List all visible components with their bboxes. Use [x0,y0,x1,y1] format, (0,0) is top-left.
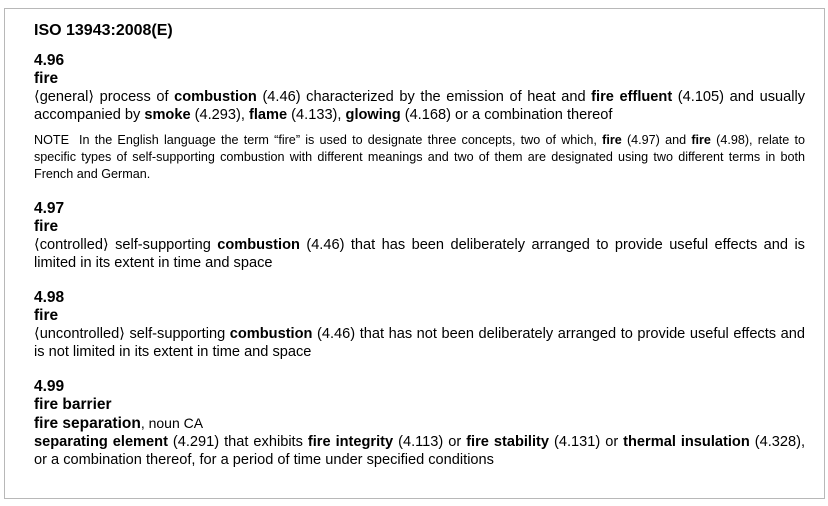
entry-number: 4.98 [34,289,65,306]
term-entry-4-99 [34,378,805,469]
cross-reference-term: fire [691,133,711,147]
cross-reference-number: (4.105) [672,89,725,105]
entry-definition [34,88,805,124]
cross-reference-term: flame [249,107,288,123]
cross-reference-number: (4.46) [256,89,301,105]
admitted-term: fire separation [34,415,141,432]
cross-reference-number: (4.46) [299,237,345,253]
cross-reference-term: thermal insulation [623,434,750,450]
definition-text: process of [94,89,175,105]
term-entry-4-98 [34,289,805,361]
cross-reference-term: fire stability [466,434,550,450]
entry-number: 4.99 [34,378,65,395]
cross-reference-term: combustion [174,89,257,105]
definition-text: self-supporting [124,326,230,342]
entry-definition [34,236,805,272]
entry-term: fire barrier [34,396,112,413]
definition-text: or a combination thereof [450,107,613,123]
document-header: ISO 13943:2008(E) [34,22,173,39]
entry-term: fire [34,307,59,324]
cross-reference-number: (4.133), [287,107,346,123]
note-text: In the English language the term “fire” is used to designate three concepts, two of which, [78,133,603,147]
grammatical-info: , noun CA [140,415,204,431]
note-label: NOTE [34,133,69,147]
cross-reference-term: fire [602,133,622,147]
definition-text: that has not been deliberately arranged to provide useful effects and is not limited in its extent in time and space [34,326,805,360]
cross-reference-term: fire integrity [307,434,394,450]
cross-reference-number: (4.293), [190,107,249,123]
definition-text: and usually accompanied by [34,89,806,123]
cross-reference-term: combustion [217,237,300,253]
definition-text: that exhibits [219,434,308,450]
definition-text: , or a combination thereof, for a period of time under specified conditions [34,434,806,468]
entry-term: fire [34,70,59,87]
cross-reference-number: (4.113) [393,434,444,450]
cross-reference-number: (4.291) [167,434,220,450]
domain-label: ⟨general⟩ [34,89,95,105]
domain-label: ⟨uncontrolled⟩ [34,326,125,342]
admitted-term-line [34,414,805,433]
cross-reference-number: (4.46) [312,326,356,342]
cross-reference-number: (4.98) [710,133,750,147]
domain-label: ⟨controlled⟩ [34,237,109,253]
note-text: , relate to specific types of self-supporting combustion with different meanings and two of them are designated using two different terms in both French and German. [34,133,805,181]
entry-definition [34,325,805,361]
definition-text: or [443,434,467,450]
entry-number: 4.96 [34,52,65,69]
definition-text: self-supporting [108,237,218,253]
document-page [4,8,825,499]
cross-reference-number: (4.97) [621,133,660,147]
definition-text: characterized by the emission of heat and [300,89,592,105]
cross-reference-number: (4.131) [549,434,601,450]
term-entry-4-97 [34,200,805,272]
cross-reference-term: combustion [229,326,313,342]
term-entry-4-96 [34,52,805,183]
document-content [34,21,805,486]
note-text: and [659,133,692,147]
cross-reference-number: (4.168) [400,107,451,123]
entry-definition [34,433,805,469]
entry-number: 4.97 [34,200,65,217]
cross-reference-term: fire effluent [591,89,673,105]
definition-text: or [600,434,624,450]
entry-note [34,132,805,183]
entry-term: fire [34,218,59,235]
cross-reference-number: (4.328) [749,434,801,450]
cross-reference-term: separating element [34,434,168,450]
cross-reference-term: glowing [345,107,401,123]
cross-reference-term: smoke [144,107,191,123]
definition-text: that has been deliberately arranged to provide useful effects and is limited in its extent in time and space [34,237,805,271]
